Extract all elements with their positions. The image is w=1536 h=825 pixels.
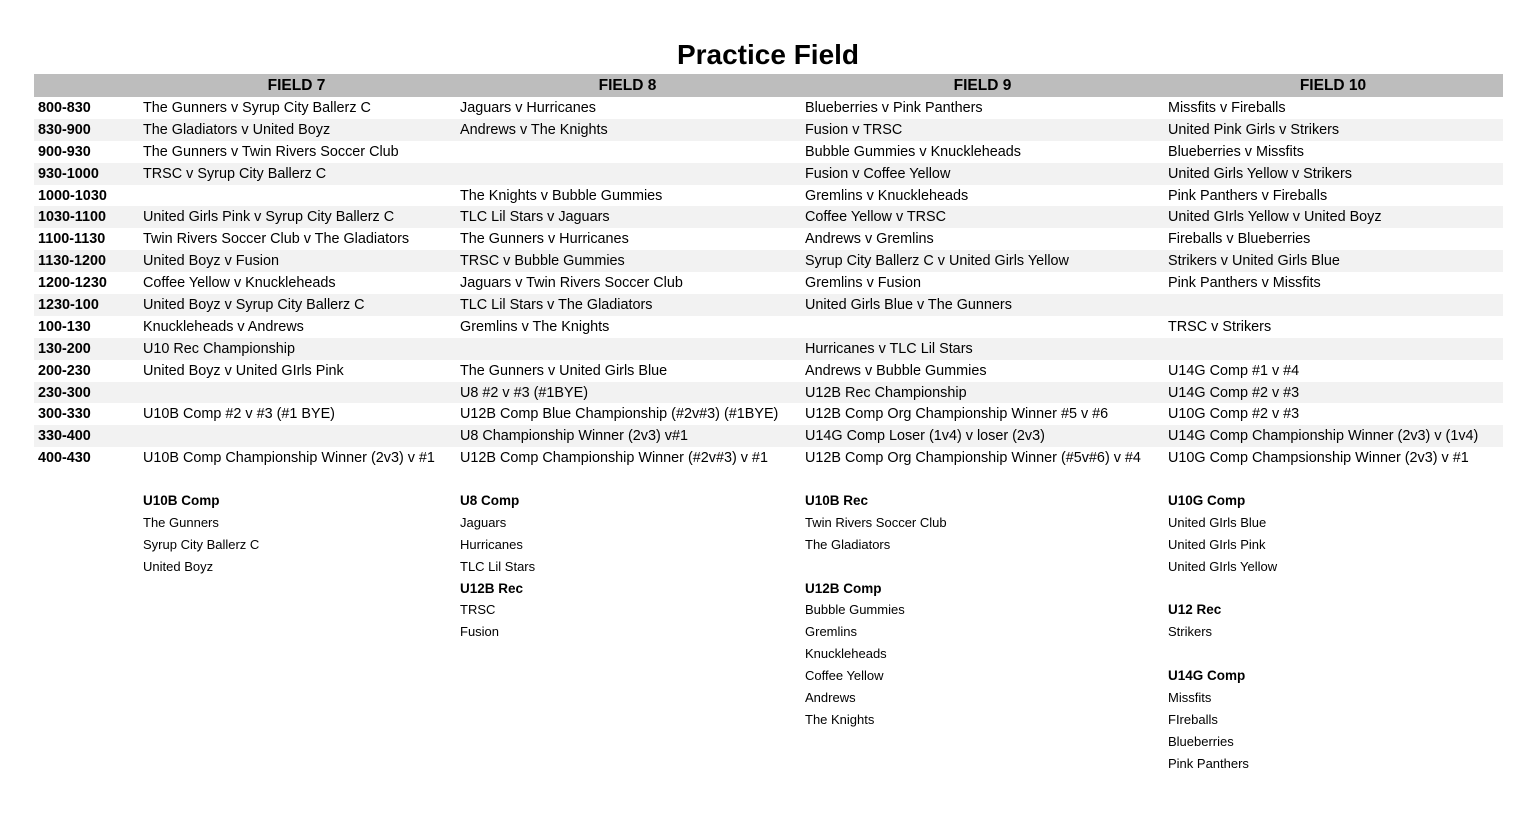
time-cell: 830-900 — [38, 121, 91, 138]
field-10-cell: TRSC v Strikers — [1168, 318, 1272, 335]
field-9-cell: United Girls Blue v The Gunners — [805, 297, 1012, 314]
table-row — [34, 338, 1503, 360]
team-name: Hurricanes — [460, 536, 523, 552]
field-7-cell: The Gunners v Twin Rivers Soccer Club — [143, 143, 399, 160]
division-heading: U8 Comp — [460, 493, 520, 508]
field-10-cell: United Pink Girls v Strikers — [1168, 121, 1340, 138]
field-9-cell: Andrews v Bubble Gummies — [805, 362, 987, 379]
table-row — [34, 294, 1503, 316]
teams-list-field-8 — [460, 490, 535, 643]
team-name: TRSC — [460, 602, 496, 618]
field-8-cell: The Gunners v United Girls Blue — [460, 362, 668, 379]
team-name: Blueberries — [1168, 733, 1234, 749]
field-8-cell: TLC Lil Stars v Jaguars — [460, 209, 610, 226]
table-row — [34, 272, 1503, 294]
table-row — [34, 97, 1503, 119]
team-name — [1168, 578, 1277, 600]
field-10-cell: Pink Panthers v Missfits — [1168, 275, 1321, 292]
table-row — [34, 141, 1503, 163]
field-7-cell: United Boyz v Fusion — [143, 253, 279, 270]
team-name: Missfits — [1168, 690, 1212, 706]
field-10-cell: United Girls Yellow v Strikers — [1168, 165, 1352, 182]
header-field-8: FIELD 8 — [598, 77, 657, 94]
teams-list-field-7 — [143, 490, 259, 578]
table-row — [34, 206, 1503, 228]
time-cell: 800-830 — [38, 100, 91, 116]
team-name: FIreballs — [1168, 711, 1218, 727]
time-cell: 230-300 — [38, 384, 91, 401]
field-10-cell: U14G Comp #2 v #3 — [1168, 384, 1300, 401]
field-8-cell: U8 Championship Winner (2v3) v#1 — [460, 428, 688, 445]
field-9-cell: Coffee Yellow v TRSC — [805, 209, 947, 226]
field-10-cell: Blueberries v Missfits — [1168, 143, 1304, 160]
time-cell: 300-330 — [38, 406, 91, 423]
field-8-cell: U8 #2 v #3 (#1BYE) — [460, 384, 588, 401]
table-row — [34, 425, 1503, 447]
page-title: Practice Field — [676, 39, 860, 70]
team-name: Fusion — [460, 624, 500, 640]
division-heading: U10G Comp — [1168, 493, 1246, 508]
field-8-cell: Andrews v The Knights — [460, 121, 608, 138]
division-heading: U12 Rec — [1168, 602, 1222, 618]
header-field-7: FIELD 7 — [267, 77, 326, 94]
team-name: United GIrls Yellow — [1168, 558, 1278, 574]
field-7-cell: United Boyz v Syrup City Ballerz C — [143, 297, 365, 314]
table-row — [34, 316, 1503, 338]
team-name: United Boyz — [143, 558, 214, 574]
field-9-cell: Fusion v TRSC — [805, 121, 903, 138]
time-cell: 1030-1100 — [38, 209, 107, 226]
header-field-10: FIELD 10 — [1299, 77, 1367, 94]
field-9-cell: U12B Rec Championship — [805, 384, 967, 401]
field-8-cell: Gremlins v The Knights — [460, 318, 610, 335]
table-row — [34, 163, 1503, 185]
time-cell: 1130-1200 — [38, 253, 107, 270]
division-heading: U12B Comp — [805, 580, 882, 596]
field-10-cell: Fireballs v Blueberries — [1168, 231, 1311, 248]
time-cell: 900-930 — [38, 143, 91, 160]
field-9-cell: Gremlins v Knuckleheads — [805, 187, 969, 204]
field-7-cell: TRSC v Syrup City Ballerz C — [143, 165, 327, 182]
team-name: The Gladiators — [805, 536, 891, 552]
division-heading: U10B Comp — [143, 493, 220, 508]
field-8-cell: Jaguars v Twin Rivers Soccer Club — [460, 275, 683, 292]
field-7-cell: The Gunners v Syrup City Ballerz C — [143, 100, 371, 116]
teams-list-field-10 — [1168, 490, 1277, 775]
field-9-cell: Hurricanes v TLC Lil Stars — [805, 340, 973, 357]
field-7-cell: U10B Comp #2 v #3 (#1 BYE) — [143, 406, 335, 423]
time-cell: 1200-1230 — [38, 275, 107, 292]
team-name: Twin Rivers Soccer Club — [805, 514, 947, 530]
field-9-cell: U12B Comp Org Championship Winner (#5v#6) v #4 — [805, 450, 1141, 467]
time-cell: 100-130 — [38, 318, 91, 335]
team-name: United GIrls Blue — [1168, 514, 1267, 530]
table-row — [34, 119, 1503, 141]
time-cell: 1000-1030 — [38, 187, 107, 204]
header-field-9: FIELD 9 — [953, 77, 1012, 94]
table-row — [34, 403, 1503, 425]
team-name: Jaguars — [460, 514, 507, 530]
field-10-cell: Strikers v United Girls Blue — [1168, 253, 1340, 270]
time-cell: 1100-1130 — [38, 231, 106, 248]
table-row — [34, 228, 1503, 250]
team-name — [805, 556, 947, 578]
field-7-cell: Knuckleheads v Andrews — [143, 318, 304, 335]
team-name: Knuckleheads — [805, 646, 887, 662]
team-name: Strikers — [1168, 624, 1213, 640]
time-cell: 1230-100 — [38, 297, 99, 314]
team-name: The Knights — [805, 711, 875, 727]
team-name: TLC Lil Stars — [460, 558, 536, 574]
team-name: Andrews — [805, 690, 856, 706]
team-name: The Gunners — [143, 514, 219, 530]
field-10-cell: United GIrls Yellow v United Boyz — [1168, 209, 1382, 226]
team-name — [1168, 643, 1277, 665]
table-row — [34, 360, 1503, 382]
field-header-bar — [34, 74, 1503, 97]
field-9-cell: Fusion v Coffee Yellow — [805, 165, 951, 182]
schedule-table — [34, 97, 1503, 469]
team-name: Bubble Gummies — [805, 602, 905, 618]
field-8-cell: U12B Comp Blue Championship (#2v#3) (#1BYE) — [460, 406, 779, 423]
time-cell: 930-1000 — [38, 165, 99, 182]
field-10-cell: Pink Panthers v Fireballs — [1168, 187, 1328, 204]
field-9-cell: Blueberries v Pink Panthers — [805, 100, 983, 116]
field-9-cell: Andrews v Gremlins — [805, 231, 934, 248]
field-7-cell: Twin Rivers Soccer Club v The Gladiators — [143, 231, 410, 248]
teams-list-field-9 — [805, 490, 947, 731]
field-10-cell: Missfits v Fireballs — [1168, 100, 1286, 116]
field-9-cell: Bubble Gummies v Knuckleheads — [805, 143, 1021, 160]
division-heading: U12B Rec — [460, 580, 524, 596]
field-7-cell: United Girls Pink v Syrup City Ballerz C — [143, 209, 395, 226]
team-name: Pink Panthers — [1168, 755, 1249, 771]
team-name: United GIrls Pink — [1168, 536, 1266, 552]
field-7-cell: U10B Comp Championship Winner (2v3) v #1 — [143, 450, 435, 467]
field-10-cell: U14G Comp Championship Winner (2v3) v (1v4) — [1168, 428, 1479, 445]
field-9-cell: U14G Comp Loser (1v4) v loser (2v3) — [805, 428, 1045, 445]
table-row — [34, 185, 1503, 207]
field-9-cell: Syrup City Ballerz C v United Girls Yellow — [805, 253, 1069, 270]
field-7-cell: United Boyz v United GIrls Pink — [143, 362, 344, 379]
field-9-cell: Gremlins v Fusion — [805, 275, 921, 292]
field-8-cell: U12B Comp Championship Winner (#2v#3) v #1 — [460, 450, 768, 467]
time-cell: 200-230 — [38, 362, 91, 379]
field-10-cell: U10G Comp Champsionship Winner (2v3) v #1 — [1168, 450, 1469, 467]
field-8-cell: TLC Lil Stars v The Gladiators — [460, 297, 653, 314]
field-10-cell: U10G Comp #2 v #3 — [1168, 406, 1300, 423]
team-name: Coffee Yellow — [805, 668, 884, 684]
field-10-cell: U14G Comp #1 v #4 — [1168, 362, 1300, 379]
field-7-cell: Coffee Yellow v Knuckleheads — [143, 275, 336, 292]
field-7-cell: U10 Rec Championship — [143, 340, 295, 357]
field-8-cell: The Gunners v Hurricanes — [460, 231, 629, 248]
table-row — [34, 250, 1503, 272]
time-cell: 330-400 — [38, 428, 91, 445]
team-name: Syrup City Ballerz C — [143, 536, 260, 552]
field-8-cell: The Knights v Bubble Gummies — [460, 187, 663, 204]
time-cell: 130-200 — [38, 340, 91, 357]
division-heading: U14G Comp — [1168, 668, 1246, 684]
team-name: Gremlins — [805, 624, 858, 640]
table-row — [34, 382, 1503, 404]
field-8-cell: TRSC v Bubble Gummies — [460, 253, 625, 270]
field-7-cell: The Gladiators v United Boyz — [143, 121, 331, 138]
time-cell: 400-430 — [38, 450, 91, 467]
field-8-cell: Jaguars v Hurricanes — [460, 100, 596, 116]
division-heading: U10B Rec — [805, 493, 869, 508]
field-9-cell: U12B Comp Org Championship Winner #5 v #6 — [805, 406, 1109, 423]
table-row — [34, 447, 1503, 469]
